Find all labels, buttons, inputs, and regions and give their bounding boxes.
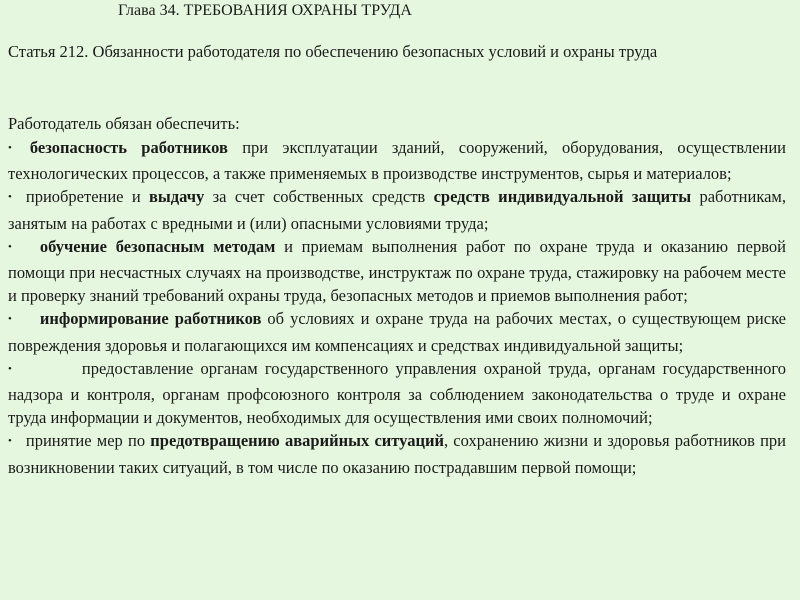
item-text: предоставление органам государственного управления охраной труда, органам государственного надзора и контроля, органам профсоюзного контроля за соблюдением законодательства о труде и охране труда информации и документов, необходимых для осуществления ими своих полномочий;	[8, 358, 786, 428]
item-text: работникам, занятым на работах с вредными и (или) опасными условиями труда;	[8, 187, 787, 233]
item-pre: принятие мер по	[25, 431, 151, 451]
item-bold-2: средств индивидуальной защиты	[433, 187, 692, 207]
list-item-reporting	[8, 357, 786, 430]
list-item-informing	[8, 307, 786, 356]
bullet-icon: •	[8, 362, 12, 375]
bullet-icon: •	[8, 240, 12, 253]
item-text: и приемам выполнения работ по охране труда и оказанию первой помощи при несчастных случаях на производстве, инструктаж по охране труда, стажировку на рабочем месте и проверку знаний требований охраны труда, безопасных методов и приемов выполнения работ;	[8, 236, 786, 306]
list-item-training	[8, 235, 786, 308]
item-bold: обучение безопасным методам	[39, 236, 276, 256]
item-bold: предотвращению аварийных ситуаций	[150, 431, 444, 451]
intro-text: Работодатель обязан обеспечить:	[8, 114, 240, 133]
bullet-icon: •	[8, 435, 12, 448]
item-text: при эксплуатации зданий, сооружений, оборудования, осуществлении технологических процессов, а также применяемых в производстве инструментов, сырья и материалов;	[8, 138, 787, 184]
list-item-emergency	[8, 429, 786, 478]
article-title: Статья 212. Обязанности работодателя по обеспечению безопасных условий и охраны труда	[8, 42, 658, 61]
item-text: об условиях и охране труда на рабочих местах, о существующем риске повреждения здоровья и полагающихся им компенсациях и средствах индивидуальной защиты;	[8, 309, 786, 355]
obligations-list	[8, 136, 786, 479]
item-text: , сохранению жизни и здоровья работников при возникновении таких ситуаций, в том числе по оказанию пострадавшим первой помощи;	[8, 431, 786, 477]
list-item-ppe	[8, 185, 786, 234]
bullet-icon: •	[8, 142, 12, 154]
list-item-safety	[8, 136, 786, 185]
chapter-title: Глава 34. ТРЕБОВАНИЯ ОХРАНЫ ТРУДА	[118, 2, 412, 19]
item-mid: за счет собственных средств	[204, 187, 434, 207]
item-bold: выдачу	[149, 187, 205, 207]
bullet-icon: •	[8, 313, 12, 326]
bullet-icon: •	[8, 191, 12, 204]
item-bold: информирование работников	[39, 309, 262, 329]
item-bold: безопасность работников	[29, 138, 228, 157]
item-pre: приобретение и	[25, 187, 150, 207]
